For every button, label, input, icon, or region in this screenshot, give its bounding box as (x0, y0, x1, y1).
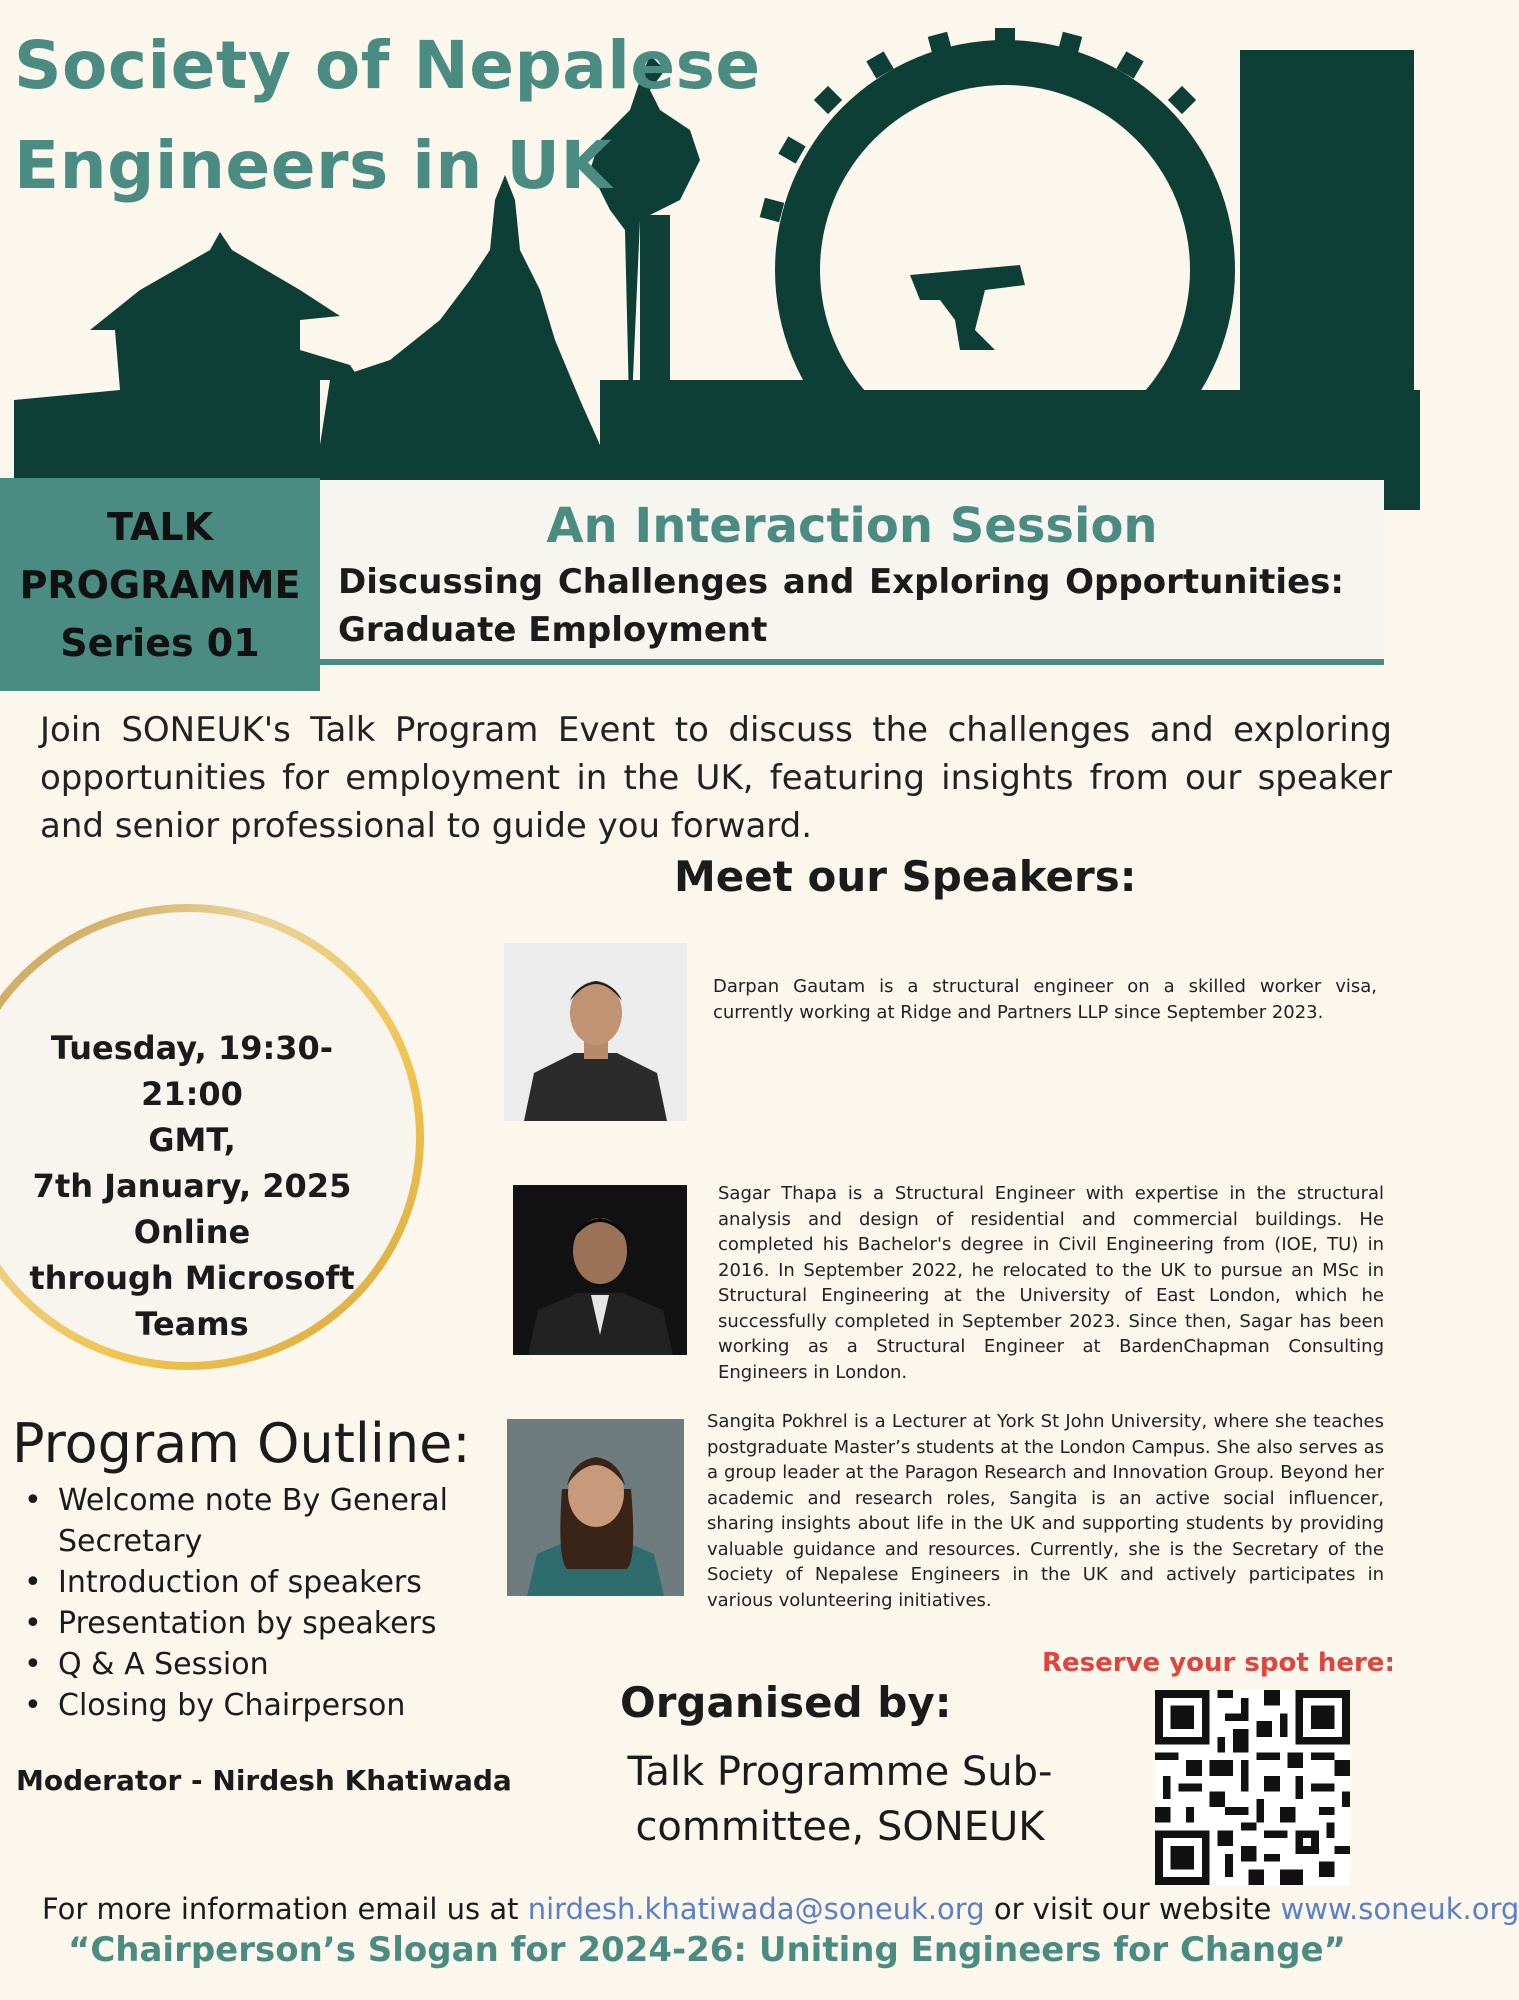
speaker-bio-sangita: Sangita Pokhrel is a Lecturer at York St John University, where she teaches postgraduate Master’s students at the London Campus. She also serves as a group leader at the Paragon Research and Innovation Group. Beyond her academic and research roles, Sangita is an active social influencer, sharing insights about life in the UK and supporting students by providing valuable guidance and resources. Currently, she is the Secretary of the Society of Nepalese Engineers in the UK and actively participates in various volunteering initiatives. (707, 1411, 1384, 1611)
program-outline-heading: Program Outline: (12, 1412, 471, 1475)
chairperson-slogan: “Chairperson’s Slogan for 2024-26: Uniting Engineers for Change” (67, 1930, 1347, 1970)
speaker-photo-sagar (513, 1185, 687, 1355)
event-day-time: Tuesday, 19:30-21:00 (50, 1029, 334, 1113)
event-platform-line1: through Microsoft (29, 1259, 355, 1297)
reserve-spot-label: Reserve your spot here: (1042, 1648, 1395, 1678)
contact-prefix: For more information email us at (42, 1892, 528, 1926)
event-date: 7th January, 2025 (32, 1167, 352, 1205)
subtitle-word: Opportunities: (1065, 562, 1344, 602)
speaker-bio-darpan: Darpan Gautam is a structural engineer on a skilled worker visa, currently working at Ridge and Partners LLP since September 2023. (713, 976, 1377, 1023)
event-timezone: GMT, (148, 1121, 236, 1159)
organised-by-heading: Organised by: (620, 1678, 952, 1727)
subtitle-word: Challenges (557, 562, 769, 602)
organiser-line2: committee, SONEUK (635, 1804, 1045, 1850)
pagoda-silhouette (14, 232, 360, 445)
organiser-name (620, 1745, 1060, 1855)
website-link[interactable]: www.soneuk.org (1280, 1892, 1519, 1926)
session-subtitle-line2: Graduate Employment (338, 610, 768, 650)
talk-programme-badge (0, 478, 320, 691)
list-item: • Introduction of speakers (20, 1562, 460, 1603)
list-item: • Q & A Session (20, 1644, 460, 1685)
organisation-title-line1: Society of Nepalese (14, 27, 761, 104)
wheel-silhouette (775, 40, 1420, 510)
event-details (0, 1025, 384, 1347)
subtitle-word: and (782, 562, 855, 602)
speakers-heading: Meet our Speakers: (674, 852, 1137, 901)
session-title: An Interaction Session (546, 498, 1158, 554)
subtitle-word: Discussing (338, 562, 544, 602)
moderator-label: Moderator - Nirdesh Khatiwada (16, 1764, 512, 1797)
session-subtitle-line1 (338, 562, 1344, 602)
series-line2: PROGRAMME (19, 562, 301, 607)
contact-line (42, 1892, 1519, 1926)
qr-code-icon[interactable] (1155, 1690, 1350, 1885)
event-platform-line2: Teams (135, 1305, 249, 1343)
speaker-photo-sangita (507, 1419, 684, 1596)
list-item: • Welcome note By General Secretary (20, 1480, 460, 1562)
session-banner (320, 480, 1384, 665)
intro-paragraph: Join SONEUK's Talk Program Event to discuss the challenges and exploring opportunities for employment in the UK, featuring insights from our speaker and senior professional to guide you forward. (40, 710, 1392, 846)
program-outline-list (20, 1480, 460, 1726)
list-item: • Closing by Chairperson (20, 1685, 460, 1726)
series-line1: TALK (106, 504, 214, 549)
email-link[interactable]: nirdesh.khatiwada@soneuk.org (527, 1892, 985, 1926)
event-mode: Online (133, 1213, 251, 1251)
organisation-title-line2: Engineers in UK (14, 127, 613, 204)
subtitle-word: Exploring (868, 562, 1051, 602)
list-item: • Presentation by speakers (20, 1603, 460, 1644)
speaker-bio-sagar: Sagar Thapa is a Structural Engineer with expertise in the structural analysis and design of residential and commercial buildings. He completed his Bachelor's degree in Civil Engineering from (IOE, TU) in 2016. In September 2022, he relocated to the UK to pursue an MSc in Structural Engineering at the University of East London, which he successfully completed in September 2023. Since then, Sagar has been working as a Structural Engineer at BardenChapman Consulting Engineers in London. (718, 1183, 1384, 1383)
speaker-photo-darpan (504, 943, 687, 1121)
organiser-line1: Talk Programme Sub- (627, 1749, 1053, 1795)
organisation-title (14, 16, 761, 216)
contact-middle: or visit our website (984, 1892, 1281, 1926)
series-line3: Series 01 (60, 620, 260, 665)
